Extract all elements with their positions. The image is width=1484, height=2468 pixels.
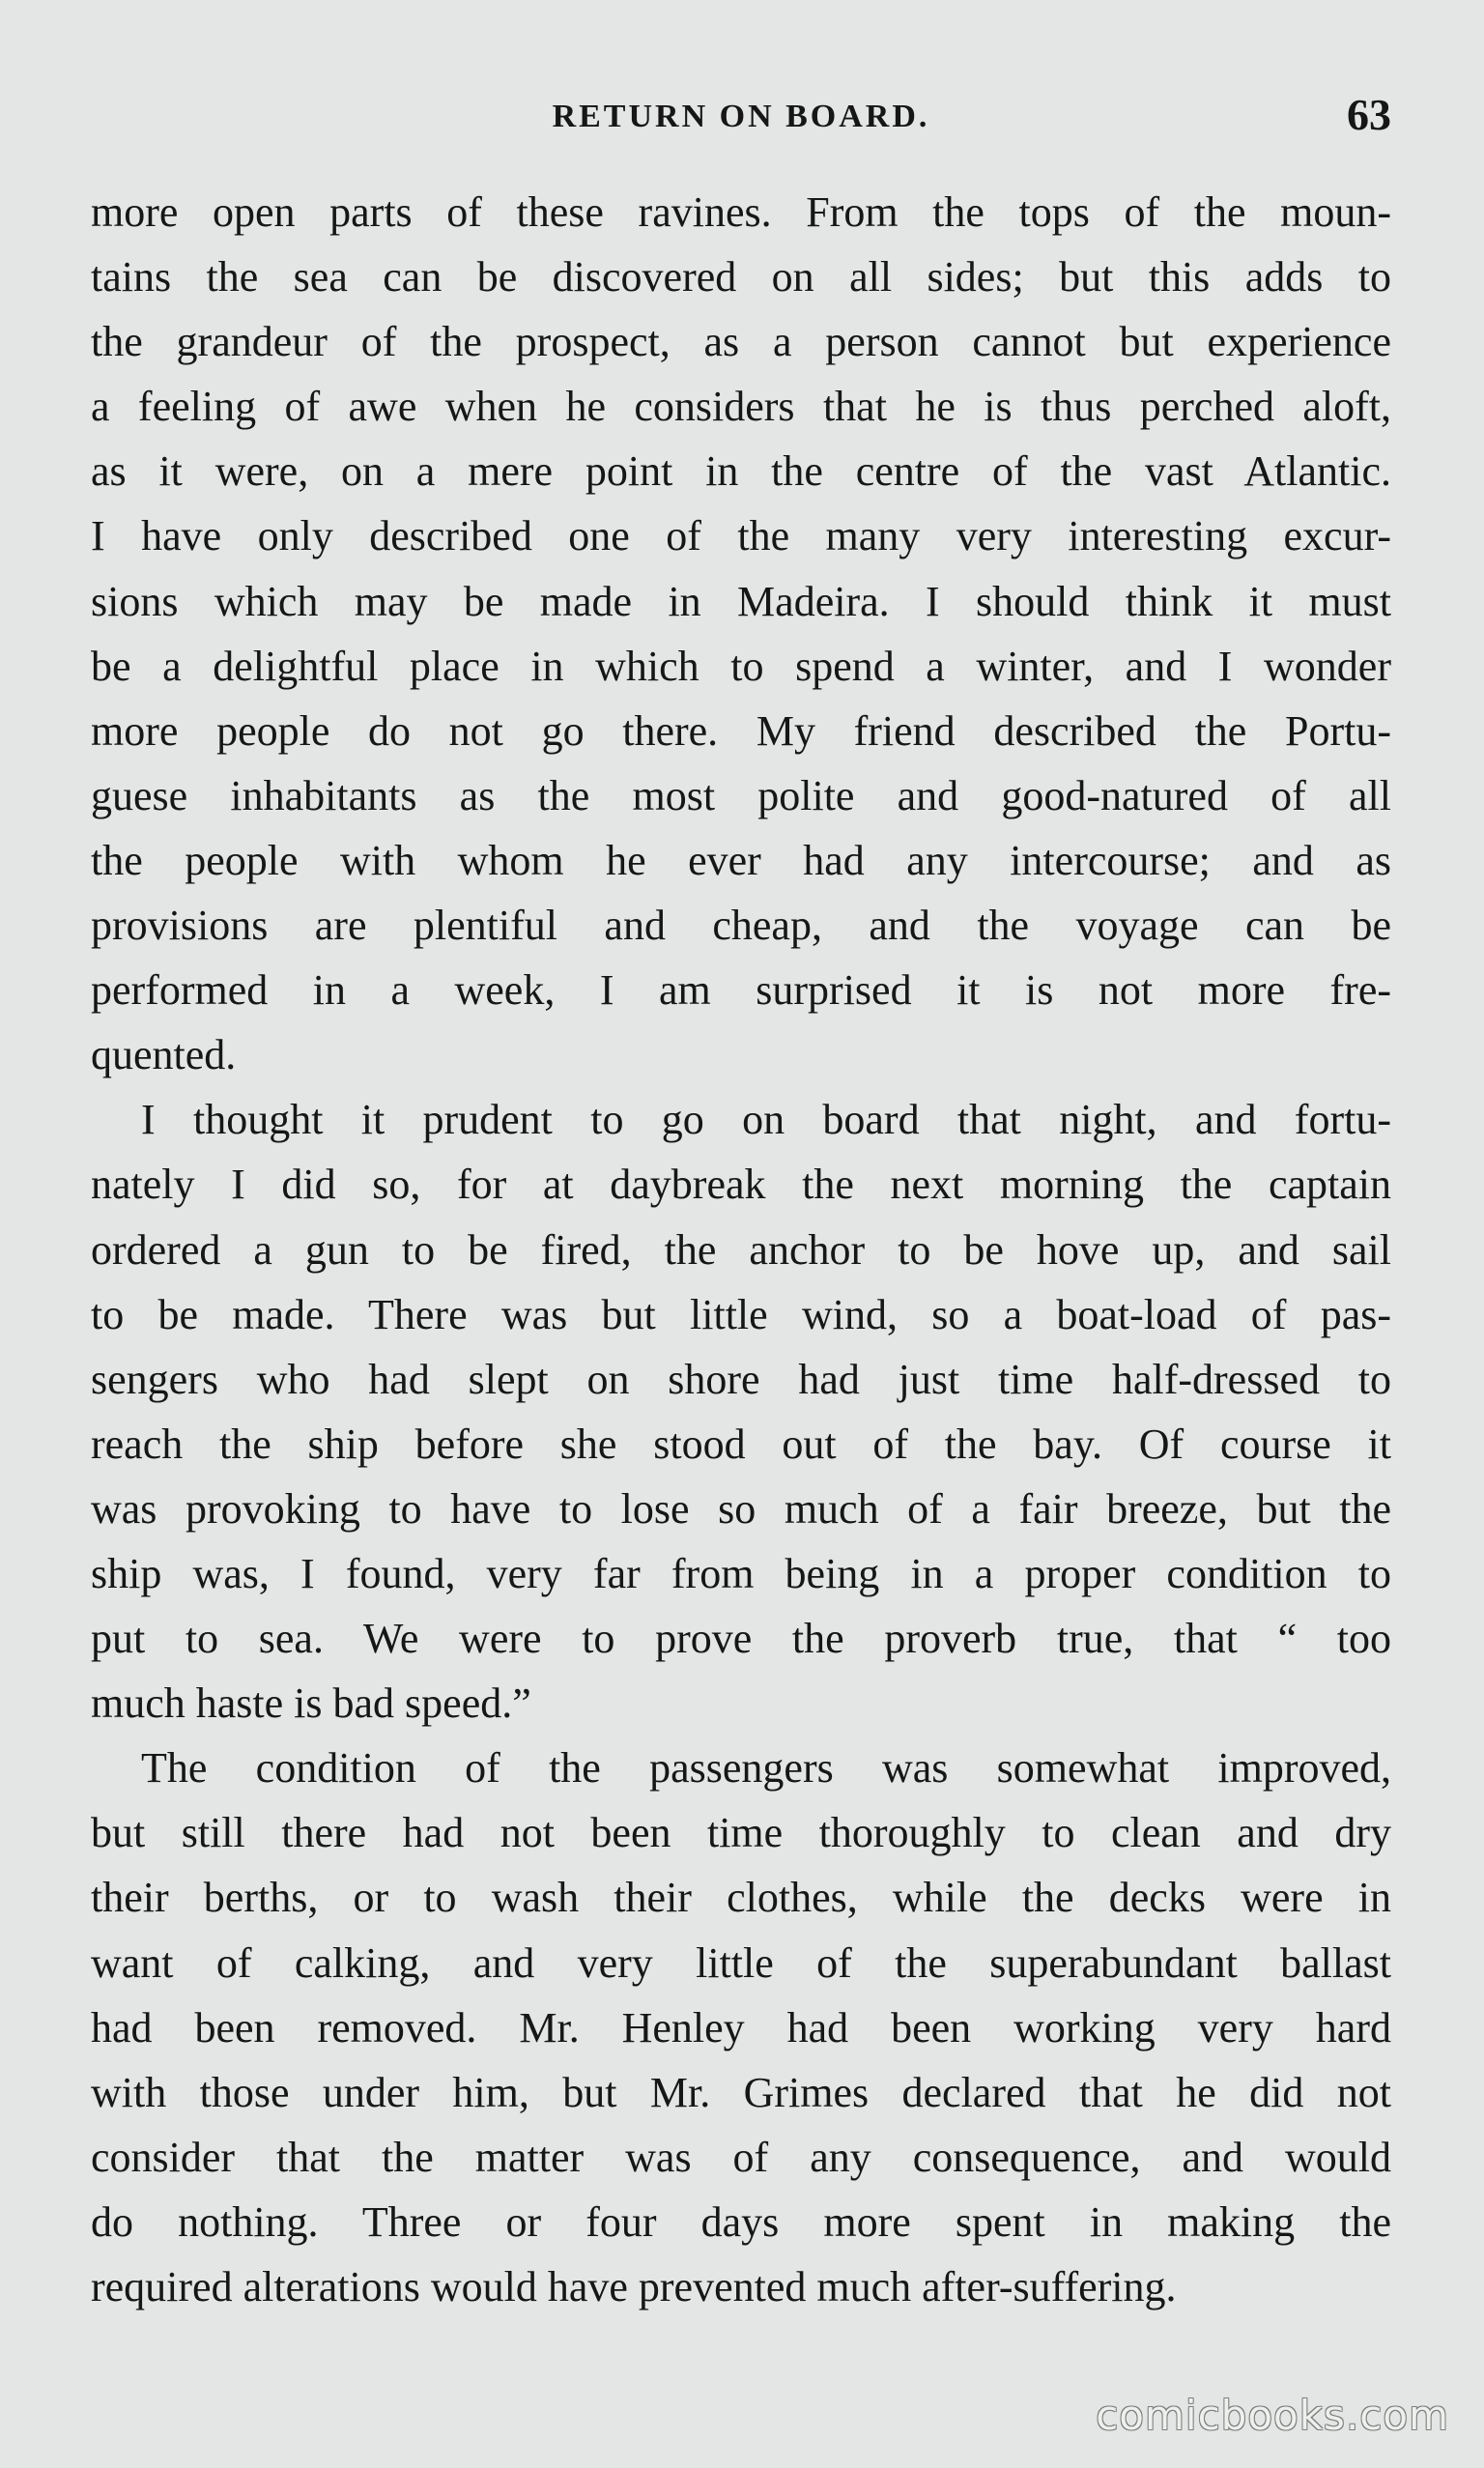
paragraph-3 bbox=[91, 1736, 1391, 2319]
page-number: 63 bbox=[1347, 90, 1391, 139]
text-line: more people do not go there. My friend described the Portu- bbox=[91, 706, 1391, 755]
text-line: but still there had not been time thoroughly to clean and dry bbox=[91, 1809, 1391, 1857]
text-line: was provoking to have to lose so much of a fair breeze, but the bbox=[91, 1484, 1391, 1533]
text-line: as it were, on a mere point in the centre of the vast Atlantic. bbox=[91, 447, 1391, 496]
watermark: comicbooks.com bbox=[1096, 2392, 1449, 2439]
text-line: I thought it prudent to go on board that night, and fortu- bbox=[141, 1096, 1391, 1144]
text-line: want of calking, and very little of the superabundant ballast bbox=[91, 1938, 1391, 1987]
text-line: nately I did so, for at daybreak the next morning the captain bbox=[91, 1161, 1391, 1209]
running-title: RETURN ON BOARD. bbox=[552, 99, 930, 134]
text-line: do nothing. Three or four days more spent in making the bbox=[91, 2197, 1391, 2246]
text-line: the people with whom he ever had any intercourse; and as bbox=[91, 836, 1391, 884]
text-line: be a delightful place in which to spend a winter, and I wonder bbox=[91, 642, 1391, 690]
text-line: required alterations would have prevented much after-suffering. bbox=[91, 2263, 1177, 2310]
text-line: reach the ship before she stood out of the bay. Of course it bbox=[91, 1420, 1391, 1468]
text-line: more open parts of these ravines. From the tops of the moun- bbox=[91, 188, 1391, 236]
text-line: sengers who had slept on shore had just time half-dressed to bbox=[91, 1355, 1391, 1403]
paragraph-2 bbox=[91, 1087, 1391, 1736]
text-line: tains the sea can be discovered on all sides; but this adds to bbox=[91, 253, 1391, 301]
body-text bbox=[91, 180, 1391, 2319]
running-head bbox=[91, 89, 1391, 147]
text-line: consider that the matter was of any consequence, and would bbox=[91, 2133, 1391, 2181]
text-line: ordered a gun to be fired, the anchor to be hove up, and sail bbox=[91, 1225, 1391, 1274]
text-line: quented. bbox=[91, 1031, 237, 1079]
text-line: the grandeur of the prospect, as a person cannot but experience bbox=[91, 318, 1391, 366]
text-line: performed in a week, I am surprised it is not more fre- bbox=[91, 966, 1391, 1015]
text-line: ship was, I found, very far from being in a proper condition to bbox=[91, 1549, 1391, 1597]
text-line: The condition of the passengers was somewhat improved, bbox=[141, 1744, 1391, 1793]
paragraph-1 bbox=[91, 180, 1391, 1087]
text-line: I have only described one of the many very interesting excur- bbox=[91, 512, 1391, 560]
text-line: much haste is bad speed.” bbox=[91, 1679, 531, 1728]
text-line: put to sea. We were to prove the proverb true, that “ too bbox=[91, 1615, 1391, 1663]
text-line: with those under him, but Mr. Grimes declared that he did not bbox=[91, 2068, 1391, 2116]
text-line: guese inhabitants as the most polite and good-natured of all bbox=[91, 771, 1391, 819]
text-line: had been removed. Mr. Henley had been working very hard bbox=[91, 2003, 1391, 2052]
text-line: to be made. There was but little wind, so a boat-load of pas- bbox=[91, 1290, 1391, 1338]
text-line: their berths, or to wash their clothes, while the decks were in bbox=[91, 1874, 1391, 1922]
text-line: provisions are plentiful and cheap, and the voyage can be bbox=[91, 902, 1391, 950]
text-line: a feeling of awe when he considers that he is thus perched aloft, bbox=[91, 383, 1391, 431]
text-line: sions which may be made in Madeira. I should think it must bbox=[91, 577, 1391, 625]
